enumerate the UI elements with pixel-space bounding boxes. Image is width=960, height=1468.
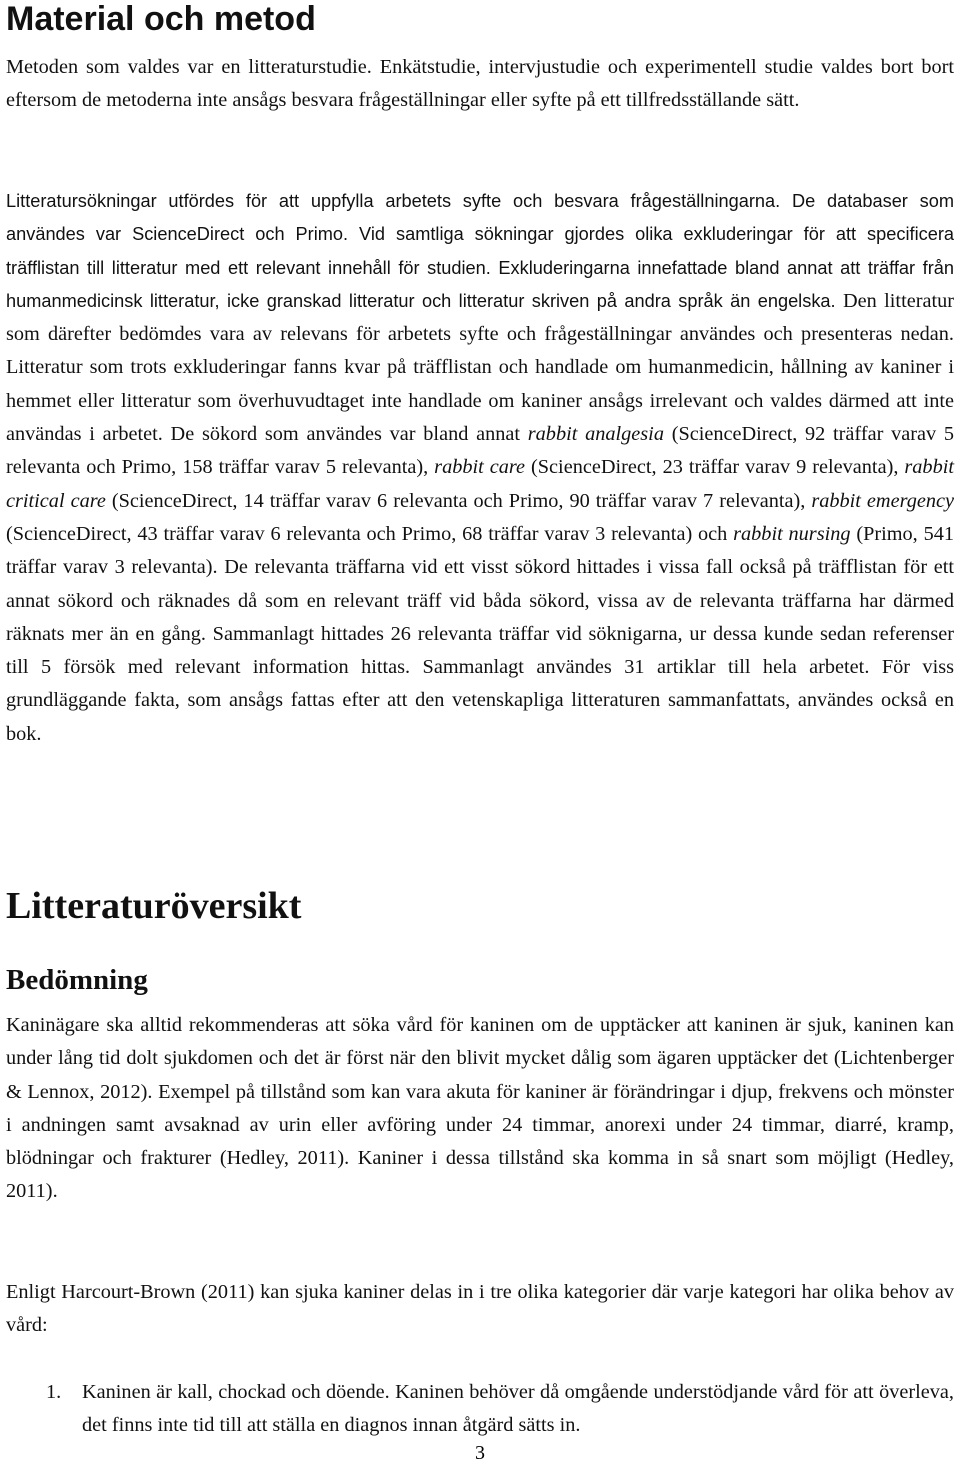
literature-search-paragraph <box>6 185 954 751</box>
section-heading-material-och-metod: Material och metod <box>6 0 316 38</box>
search-term-1: rabbit analgesia <box>527 423 664 446</box>
search-term-3: rabbit critical care <box>6 456 954 512</box>
search-text-1: (ScienceDirect, 92 träffar varav 5 relevanta och Primo, 158 träffar varav 5 relevanta), <box>6 423 954 479</box>
search-term-5: rabbit nursing <box>733 522 851 545</box>
section-heading-litteraturoversikt: Litteraturöversikt <box>6 885 302 927</box>
search-term-4: rabbit emergency <box>811 489 955 512</box>
method-paragraph: Metoden som valdes var en litteraturstudie. Enkätstudie, intervjustudie och experimentell studie valdes bort bort eftersom de metoderna inte ansågs besvara frågeställningar eller syfte på ett tillfredsställande sätt. <box>6 56 954 112</box>
page-number: 3 <box>475 1442 485 1464</box>
assessment-paragraph: Kaninägare ska alltid rekommenderas att söka vård för kaninen om de upptäcker att kaninen är sjuk, kaninen kan under lång tid dolt sjukdomen och det är först när den blivit mycket dålig som ägaren upptäcker det (Lichtenberger & Lennox, 2012). Exempel på tillstånd som kan vara akuta för kaniner är förändringar i djup, frekvens och mönster i andningen samt avsaknad av urin eller avföring under 24 timmar, anorexi under 24 timmar, diarré, kramp, blödningar och frakturer (Hedley, 2011). Kaniner i dessa tillstånd ska komma in så snart som möjligt (Hedley, 2011). <box>6 1014 954 1203</box>
search-text-sans: Litteratursökningar utfördes för att uppfylla arbetets syfte och besvara frågeställningarna. De databaser som användes var ScienceDirect och Primo. Vid samtliga sökningar gjordes olika exkluderingar för att specificera träfflistan till litteratur med ett relevant innehåll för studien. Exkluderingarna innefattade bland annat att träffar från humanmedicinsk litteratur, icke granskad litteratur och litteratur skriven på andra språk än engelska. <box>6 191 954 311</box>
search-text-2: (ScienceDirect, 23 träffar varav 9 relevanta), <box>525 456 905 479</box>
list-item <box>46 1376 954 1443</box>
search-text-5: (Primo, 541 träffar varav 3 relevanta). De relevanta träffarna vid ett visst sökord hittades i vissa fall också på träfflistan för ett annat sökord och räknades då som en relevant träff vid båda sökord, vissa av de relevanta träffarna har därmed räknats mer än en gång. Sammanlagt hittades 26 relevanta träffar vid söknigarna, ur dessa kunde sedan referenser till 5 försök med relevant information hittas. Sammanlagt användes 31 artiklar till hela arbetet. För viss grundläggande fakta, som ansågs fattas efter att den vetenskapliga litteraturen sammanfattats, användes också en bok. <box>6 522 954 745</box>
search-text-3: (ScienceDirect, 14 träffar varav 6 relevanta och Primo, 90 träffar varav 7 relevanta), <box>105 489 812 512</box>
subheading-bedomning: Bedömning <box>6 964 148 996</box>
search-term-2: rabbit care <box>434 456 526 479</box>
list-item-number: 1. <box>46 1381 62 1403</box>
categories-intro-paragraph: Enligt Harcourt-Brown (2011) kan sjuka kaniner delas in i tre olika kategorier där varje kategori har olika behov av vård: <box>6 1281 954 1337</box>
search-text-4: (ScienceDirect, 43 träffar varav 6 relevanta och Primo, 68 träffar varav 3 relevanta) och <box>6 522 734 545</box>
list-item-text: Kaninen är kall, chockad och döende. Kaninen behöver då omgående understödjande vård för att överleva, det finns inte tid till att ställa en diagnos innan åtgärd sätts in. <box>82 1381 954 1437</box>
search-text-a: Den litteratur som därefter bedömdes vara av relevans för arbetets syfte och frågeställningar användes och presenteras nedan. Litteratur som trots exkluderingar fanns kvar på träfflistan och handlade om humanmedicin, hållning av kaniner i hemmet eller litteratur som överhuvudtaget inte handlade om kaniner ansågs irrelevant och valdes därmed att inte användas i arbetet. De sökord som användes var bland annat <box>6 289 954 446</box>
